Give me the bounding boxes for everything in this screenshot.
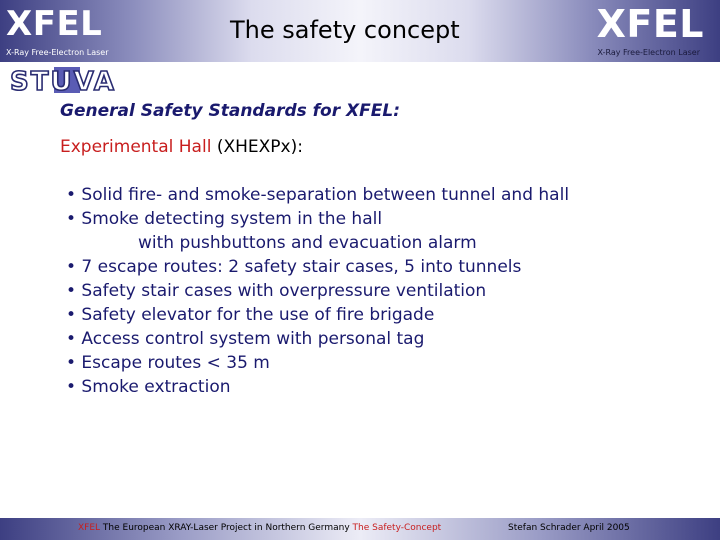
bullet-item: • Smoke extraction: [66, 377, 231, 397]
bullet-list: [66, 183, 569, 399]
footer-xfel: XFEL: [78, 523, 101, 533]
subheading-hall: Experimental Hall: [60, 137, 212, 157]
bullet-item: • Access control system with personal tag: [66, 329, 425, 349]
footer-banner: [0, 518, 720, 540]
slide-title: The safety concept: [230, 16, 460, 44]
bullet-item: • Safety elevator for the use of fire brigade: [66, 305, 435, 325]
bullet-item: • 7 escape routes: 2 safety stair cases, 5 into tunnels: [66, 257, 522, 277]
subheading-code: (XHEXPx):: [211, 137, 303, 157]
xfel-logo-left: XFEL: [6, 4, 103, 44]
stuva-logo-text: STUVA: [10, 67, 117, 94]
section-heading: General Safety Standards for XFEL:: [60, 101, 400, 121]
bullet-item: • Solid fire- and smoke-separation between tunnel and hall: [66, 185, 570, 205]
bullet-continuation: with pushbuttons and evacuation alarm: [138, 233, 477, 253]
tagline-left: X-Ray Free-Electron Laser: [6, 48, 109, 57]
footer-topic: The Safety-Concept: [352, 523, 442, 533]
footer-author-date: Stefan Schrader April 2005: [508, 523, 630, 533]
subheading: [60, 137, 303, 157]
footer-project-line: [78, 523, 441, 533]
bullet-item: • Safety stair cases with overpressure ventilation: [66, 281, 487, 301]
tagline-right: X-Ray Free-Electron Laser: [597, 48, 700, 57]
footer-project: The European XRAY-Laser Project in Northern Germany: [100, 523, 353, 533]
bullet-item: • Smoke detecting system in the hall: [66, 209, 383, 229]
bullet-item: • Escape routes < 35 m: [66, 353, 270, 373]
stuva-logo: [10, 66, 134, 94]
header-banner: [0, 0, 720, 62]
xfel-logo-right: XFEL: [596, 2, 704, 46]
